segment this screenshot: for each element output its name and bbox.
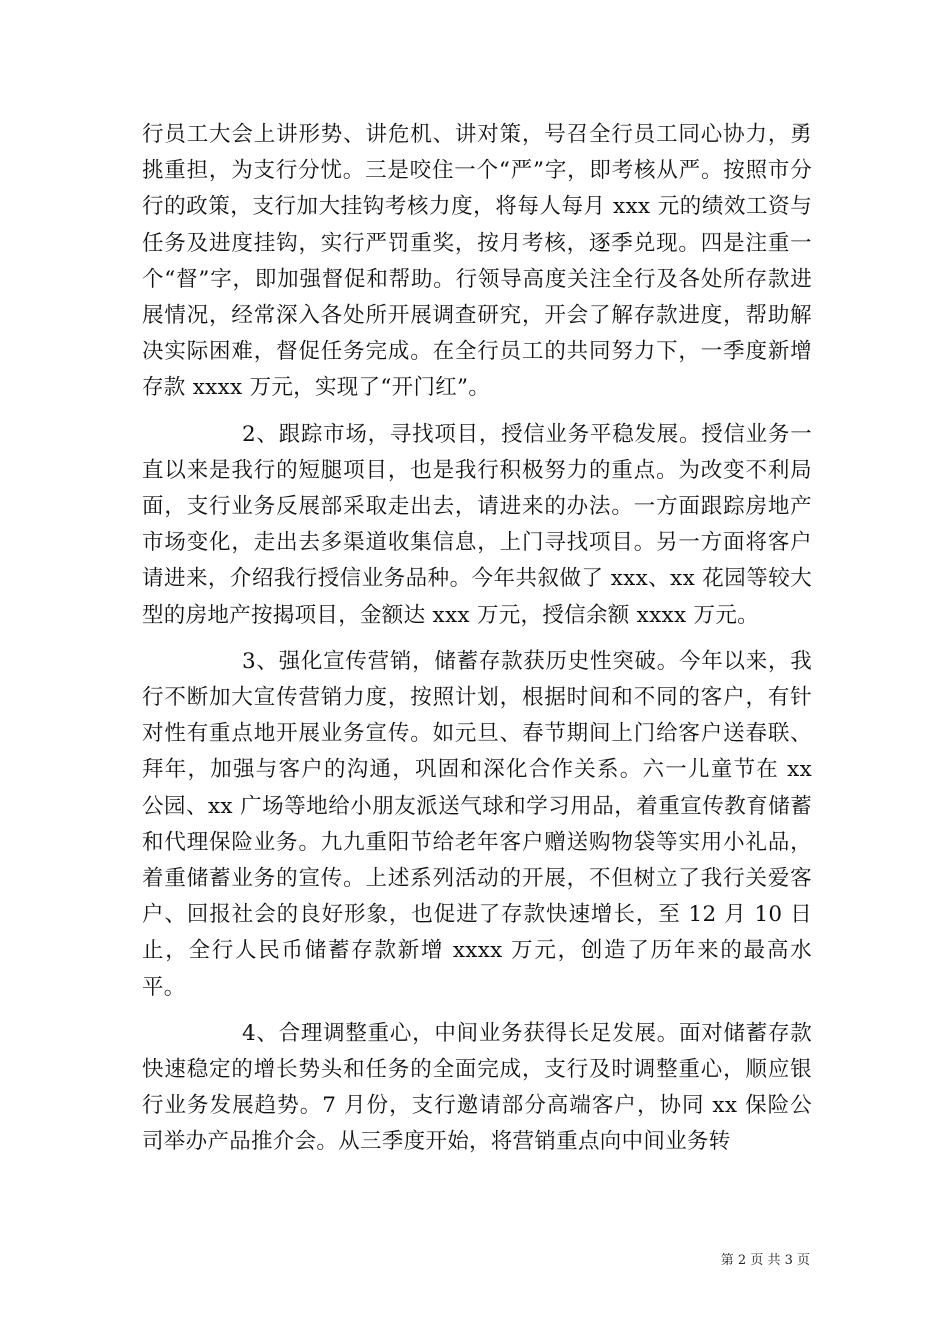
paragraph-savings-marketing: 3、强化宣传营销，储蓄存款获历史性突破。今年以来，我行不断加大宣传营销力度，按照计划，根据时间和不同的客户，有针对性有重点地开展业务宣传。如元旦、春节期间上门给客户送春联、拜年，加强与客户的沟通，巩固和深化合作关系。六一儿童节在 xx 公园、xx 广场等地给小朋友派送气球和学习用品，着重宣传教育储蓄和代理保险业务。九九重阳节给老年客户赠送购物袋等实用小礼品，着重储蓄业务的宣传。上述系列活动的开展，不但树立了我行关爱客户、回报社会的良好形象，也促进了存款快速增长，至 12 月 10 日止，全行人民币储蓄存款新增 xxxx 万元，创造了历年来的最高水平。: [142, 648, 812, 1000]
paragraph-credit-business: 2、跟踪市场，寻找项目，授信业务平稳发展。授信业务一直以来是我行的短腿项目，也是我行积极努力的重点。为改变不利局面，支行业务反展部采取走出去，请进来的办法。一方面跟踪房地产市场变化，走出去多渠道收集信息，上门寻找项目。另一方面将客户请进来，介绍我行授信业务品种。今年共叙做了 xxx、xx 花园等较大型的房地产按揭项目，金额达 xxx 万元，授信余额 xxxx 万元。: [142, 421, 812, 628]
paragraph-intermediate-business: 4、合理调整重心，中间业务获得长足发展。面对储蓄存款快速稳定的增长势头和任务的全面完成，支行及时调整重心，顺应银行业务发展趋势。7 月份，支行邀请部分高端客户，协同 xx 保险公司举办产品推介会。从三季度开始，将营销重点向中间业务转: [142, 1020, 812, 1155]
document-body: [142, 117, 812, 1161]
paragraph-continuation: 行员工大会上讲形势、讲危机、讲对策，号召全行员工同心协力，勇挑重担，为支行分忧。三是咬住一个“严”字，即考核从严。按照市分行的政策，支行加大挂钩考核力度，将每人每月 xxx 元的绩效工资与任务及进度挂钩，实行严罚重奖，按月考核，逐季兑现。四是注重一个“督”字，即加强督促和帮助。行领导高度关注全行及各处所存款进展情况，经常深入各处所开展调查研究，开会了解存款进度，帮助解决实际困难，督促任务完成。在全行员工的共同努力下，一季度新增存款 xxxx 万元，实现了“开门红”。: [142, 122, 812, 401]
page-number-footer: 第 2 页 共 3 页: [720, 1253, 810, 1268]
